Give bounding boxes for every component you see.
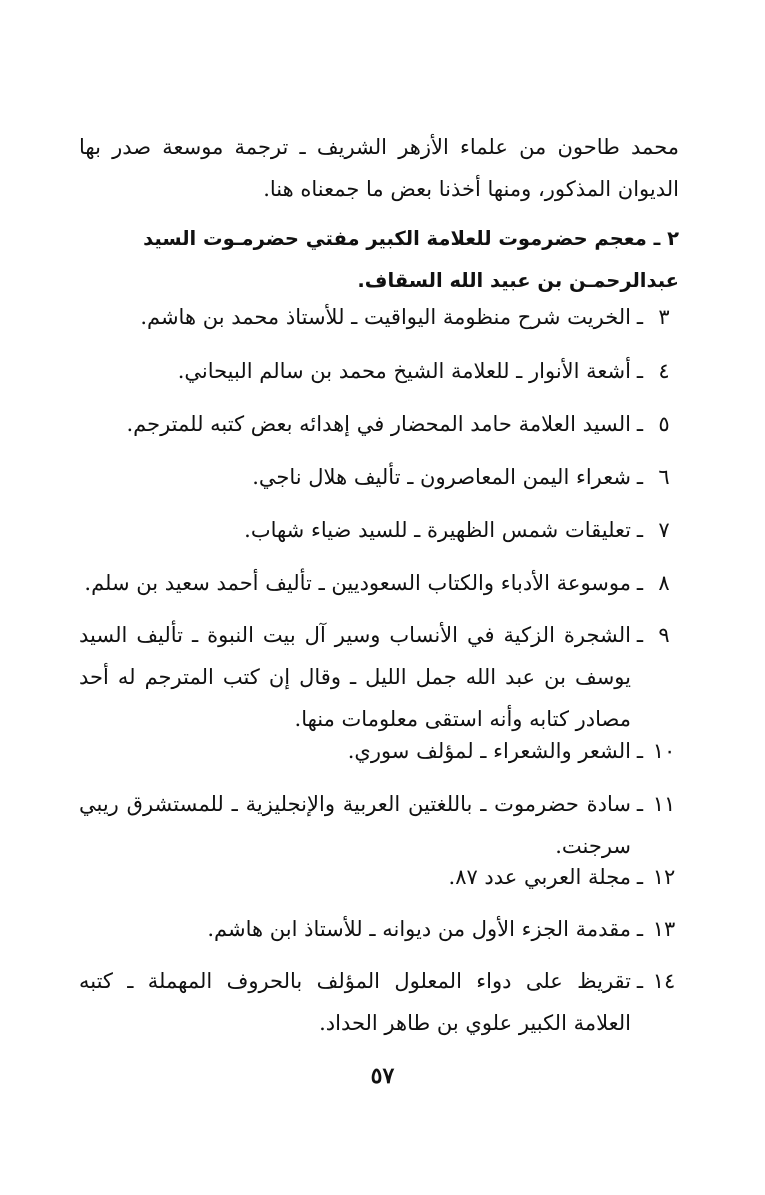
item-number: ٣	[658, 305, 670, 329]
source-item-13	[79, 908, 679, 950]
item-number: ١٣	[652, 917, 676, 941]
item-number: ٩	[658, 623, 670, 647]
item-number: ٦	[658, 465, 670, 489]
item-text: مجلة العربي عدد ٨٧.	[448, 865, 631, 889]
item-dash: ـ	[636, 359, 644, 383]
item-text: الشجرة الزكية في الأنساب وسير آل بيت النبوة ـ تأليف السيد يوسف بن عبد الله جمل الليل ـ وقال إن كتب المترجم له أحد مصادر كتابه وأنه استقى معلومات منها.	[79, 623, 631, 731]
item-text: تقريظ على دواء المعلول المؤلف بالحروف المهملة ـ كتبه العلامة الكبير علوي بن طاهر الحداد.	[79, 969, 631, 1035]
item-dash: ـ	[636, 792, 644, 816]
item-dash: ـ	[636, 518, 644, 542]
item-text: أشعة الأنوار ـ للعلامة الشيخ محمد بن سالم البيحاني.	[177, 359, 631, 383]
item-number: ١١	[652, 792, 676, 816]
item-text: موسوعة الأدباء والكتاب السعوديين ـ تأليف أحمد سعيد بن سلم.	[84, 571, 631, 595]
page-number: ٥٧	[370, 1063, 395, 1089]
item-dash: ـ	[636, 465, 644, 489]
item-text: مقدمة الجزء الأول من ديوانه ـ للأستاذ ابن هاشم.	[207, 917, 631, 941]
item-dash: ـ	[636, 571, 644, 595]
source-item-5	[79, 403, 679, 445]
item-dash: ـ	[636, 969, 644, 993]
source-item-10	[79, 730, 679, 772]
item-text: سادة حضرموت ـ باللغتين العربية والإنجليزية ـ للمستشرق ريبي سرجنت.	[79, 792, 631, 858]
item-dash: ـ	[636, 865, 644, 889]
item-dash: ـ	[636, 739, 644, 763]
source-item-8	[79, 562, 679, 604]
source-item-11	[79, 783, 679, 867]
item-text: السيد العلامة حامد المحضار في إهدائه بعض كتبه للمترجم.	[126, 412, 631, 436]
source-item-12	[79, 856, 679, 898]
item-dash: ـ	[636, 917, 644, 941]
item-number: ٨	[658, 571, 670, 595]
source-item-4	[79, 350, 679, 392]
source-item-14	[79, 960, 679, 1044]
item-number: ٤	[658, 359, 670, 383]
item-text: الشعر والشعراء ـ لمؤلف سوري.	[347, 739, 631, 763]
item-number: ١٠	[652, 739, 676, 763]
item-number: ٥	[658, 412, 670, 436]
item-dash: ـ	[636, 412, 644, 436]
item-text: تعليقات شمس الظهيرة ـ للسيد ضياء شهاب.	[244, 518, 631, 542]
item-text: الخريت شرح منظومة اليواقيت ـ للأستاذ محمد بن هاشم.	[140, 305, 631, 329]
item-text: شعراء اليمن المعاصرون ـ تأليف هلال ناجي.	[252, 465, 631, 489]
item-number: ١٤	[652, 969, 676, 993]
source-item-3	[79, 296, 679, 338]
source-item-6	[79, 456, 679, 498]
item-dash: ـ	[636, 305, 644, 329]
source-item-9	[79, 614, 679, 740]
intro-paragraph: محمد طاحون من علماء الأزهر الشريف ـ ترجمة موسعة صدر بها الديوان المذكور، ومنها أخذنا بعض ما جمعناه هنا.	[79, 135, 679, 201]
source-item-2: ٢ ـ معجم حضرموت للعلامة الكبير مفتي حضرمـوت السيد عبدالرحمـن بن عبيد الله السقاف.	[143, 227, 679, 292]
item-number: ١٢	[652, 865, 676, 889]
item-dash: ـ	[636, 623, 644, 647]
item-number: ٧	[658, 518, 670, 542]
source-item-7	[79, 509, 679, 551]
